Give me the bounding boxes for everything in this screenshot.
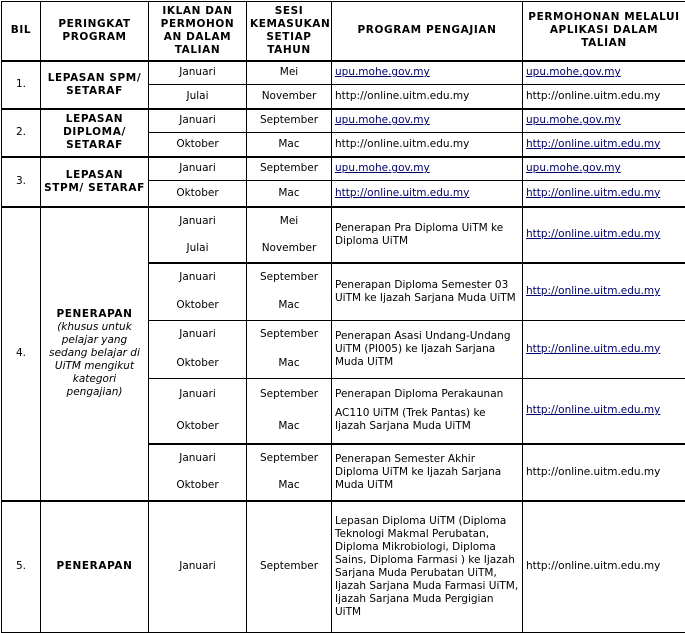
iklan-cell: Januari: [149, 157, 247, 181]
iklan-cell: Januari: [152, 215, 243, 228]
sesi-cell: Mac: [247, 181, 332, 207]
table-row: [2, 207, 685, 263]
bil-cell: 5.: [2, 501, 41, 633]
program-cell: [332, 378, 523, 444]
program-cell: Penerapan Diploma Semester 03 UiTM ke Ijazah Sarjana Muda UiTM: [332, 263, 523, 321]
program-text: AC110 UiTM (Trek Pantas) ke Ijazah Sarjana Muda UiTM: [335, 407, 519, 433]
bil-cell: 3.: [2, 157, 41, 207]
permohonan-link[interactable]: http://online.uitm.edu.my: [526, 343, 660, 355]
header-peringkat: PERINGKAT PROGRAM: [41, 2, 149, 61]
iklan-cell: Januari: [149, 61, 247, 85]
sesi-cell: September: [250, 328, 328, 341]
permohonan-link[interactable]: upu.mohe.gov.my: [526, 66, 621, 78]
sesi-cell: September: [250, 452, 328, 465]
table-row: [2, 501, 685, 633]
sesi-cell: September: [250, 388, 328, 401]
sesi-cell: Mei: [250, 215, 328, 228]
permohonan-link[interactable]: http://online.uitm.edu.my: [526, 138, 660, 150]
header-row: [2, 2, 685, 61]
iklan-cell: Januari: [152, 452, 243, 465]
sesi-cell: Mac: [247, 133, 332, 157]
sesi-cell: Mac: [250, 420, 328, 433]
bil-cell: 4.: [2, 207, 41, 501]
iklan-cell: Oktober: [152, 479, 243, 492]
permohonan-text: http://online.uitm.edu.my: [526, 466, 660, 478]
program-text: Penerapan Diploma Perakaunan: [335, 388, 519, 401]
sesi-cell: Mac: [250, 357, 328, 370]
program-text: http://online.uitm.edu.my: [335, 90, 469, 102]
sesi-cell: Mei: [247, 61, 332, 85]
peringkat-cell: LEPASAN STPM/ SETARAF: [41, 157, 149, 207]
iklan-cell: Julai: [149, 85, 247, 109]
program-cell: Penerapan Asasi Undang-Undang UiTM (PI005) ke Ijazah Sarjana Muda UiTM: [332, 320, 523, 378]
program-cell: Penerapan Semester Akhir Diploma UiTM ke Ijazah Sarjana Muda UiTM: [332, 444, 523, 501]
permohonan-link[interactable]: http://online.uitm.edu.my: [526, 228, 660, 240]
peringkat-cell: LEPASAN DIPLOMA/ SETARAF: [41, 109, 149, 157]
program-text: http://online.uitm.edu.my: [335, 138, 469, 150]
sesi-cell: Mac: [250, 479, 328, 492]
iklan-cell: Oktober: [152, 357, 243, 370]
permohonan-link[interactable]: http://online.uitm.edu.my: [526, 285, 660, 297]
iklan-cell: Januari: [152, 271, 243, 284]
iklan-cell: Januari: [152, 388, 243, 401]
sesi-cell: September: [247, 157, 332, 181]
peringkat-cell: [41, 207, 149, 501]
sesi-cell: Mac: [250, 299, 328, 312]
permohonan-link[interactable]: upu.mohe.gov.my: [526, 162, 621, 174]
peringkat-title: PENERAPAN: [44, 308, 145, 321]
table-row: [2, 157, 685, 181]
peringkat-note: (khusus untuk pelajar yang sedang belajar di UiTM mengikut kategori pengajian): [44, 321, 145, 399]
sesi-cell: November: [250, 242, 328, 255]
peringkat-cell: LEPASAN SPM/ SETARAF: [41, 61, 149, 109]
iklan-cell: Januari: [152, 328, 243, 341]
program-cell: Lepasan Diploma UiTM (Diploma Teknologi Makmal Perubatan, Diploma Mikrobiologi, Diploma Sains, Diploma Farmasi ) ke Ijazah Sarjana Muda Perubatan UiTM, Ijazah Sarjana Muda Farmasi UiTM, Ijazah Sarjana Muda Pergigian UiTM: [332, 501, 523, 633]
bil-cell: 1.: [2, 61, 41, 109]
program-link[interactable]: upu.mohe.gov.my: [335, 66, 430, 78]
iklan-cell: Oktober: [149, 181, 247, 207]
permohonan-text: http://online.uitm.edu.my: [526, 90, 660, 102]
header-bil: BIL: [2, 2, 41, 61]
program-link[interactable]: http://online.uitm.edu.my: [335, 187, 469, 199]
program-cell: Penerapan Pra Diploma UiTM ke Diploma UiTM: [332, 207, 523, 263]
sesi-cell: November: [247, 85, 332, 109]
program-link[interactable]: upu.mohe.gov.my: [335, 162, 430, 174]
iklan-cell: Januari: [149, 109, 247, 133]
permohonan-link[interactable]: upu.mohe.gov.my: [526, 114, 621, 126]
program-link[interactable]: upu.mohe.gov.my: [335, 114, 430, 126]
header-sesi: SESI KEMASUKAN SETIAP TAHUN: [247, 2, 332, 61]
header-permohonan: PERMOHONAN MELALUI APLIKASI DALAM TALIAN: [523, 2, 685, 61]
permohonan-link[interactable]: http://online.uitm.edu.my: [526, 187, 660, 199]
table-row: [2, 61, 685, 85]
permohonan-link[interactable]: http://online.uitm.edu.my: [526, 404, 660, 416]
bil-cell: 2.: [2, 109, 41, 157]
header-iklan: IKLAN DAN PERMOHON AN DALAM TALIAN: [149, 2, 247, 61]
iklan-cell: Oktober: [149, 133, 247, 157]
sesi-cell: September: [247, 501, 332, 633]
sesi-cell: September: [247, 109, 332, 133]
permohonan-text: http://online.uitm.edu.my: [526, 560, 660, 572]
iklan-cell: Oktober: [152, 299, 243, 312]
iklan-cell: Julai: [152, 242, 243, 255]
header-program: PROGRAM PENGAJIAN: [332, 2, 523, 61]
sesi-cell: September: [250, 271, 328, 284]
iklan-cell: Oktober: [152, 420, 243, 433]
peringkat-cell: PENERAPAN: [41, 501, 149, 633]
programme-table: [1, 1, 685, 633]
table-row: [2, 109, 685, 133]
iklan-cell: Januari: [149, 501, 247, 633]
